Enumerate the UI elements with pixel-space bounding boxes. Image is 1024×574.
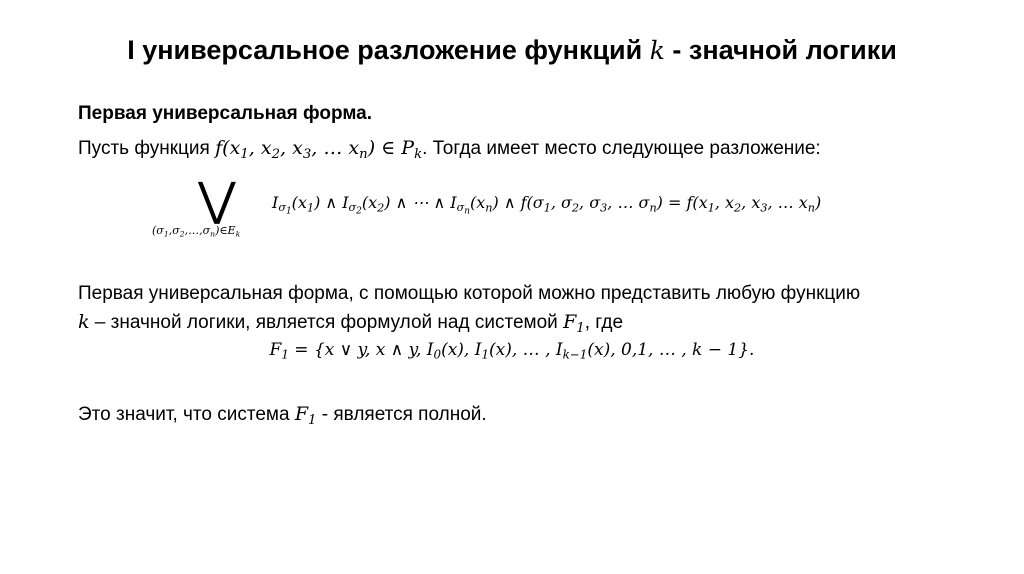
expansion-formula: $I_{\sigma_1}(x_1)$ ∧ $I_{\sigma_2}(x_2)$ ∧ ⋯ ∧ $I_{\sigma_n}(x_n)$ ∧ $f(\sigma_1$, $\sigma_2$, $\sigma_3$, … $\sigma_n) = f(x_1$, $x_2$, $x_3$, … $x_n$) (272, 193, 822, 218)
title-suffix: - значной логики (664, 35, 897, 65)
function-signature: $f(x_1$, $x_2$, $x_3$, … $x_n$) ∈ $P_k$ (215, 137, 423, 162)
system-f1-ref: $F_1$ (294, 403, 317, 428)
system-definition-formula: $F_1 = \{x$ ∨ y, x ∧ y, $I_0(x)$, $I_1(x)$, … , $I_{k-1}(x)$, 0,1, … , k − 1}. (269, 340, 755, 362)
big-disjunction-symbol: ⋁ (198, 172, 236, 226)
intro-suffix: . Тогда имеет место следующее разложение: (422, 138, 821, 159)
paragraph2-line2 (78, 309, 623, 336)
title-var: k (649, 36, 665, 65)
slide-title (0, 30, 1024, 71)
disjunction-index: $(\sigma_1,\sigma_2,\dots,\sigma_n)\in E_k$ (152, 224, 241, 239)
intro-prefix: Пусть функция (78, 138, 216, 159)
system-f1: $F_1$ (563, 311, 585, 336)
paragraph3-prefix: Это значит, что система (78, 404, 295, 425)
intro-line (78, 135, 821, 162)
paragraph2-line1: Первая универсальная форма, с помощью которой можно представить любую функцию (78, 283, 861, 304)
paragraph2-text: – значной логики, является формулой над системой (89, 312, 564, 333)
section-heading: Первая универсальная форма. (78, 103, 373, 124)
paragraph3-suffix: - является полной. (316, 404, 487, 425)
paragraph2-var: k (78, 311, 90, 333)
paragraph2-tail: , где (584, 312, 624, 333)
paragraph3 (78, 401, 487, 428)
title-prefix: I универсальное разложение функций (127, 35, 650, 65)
